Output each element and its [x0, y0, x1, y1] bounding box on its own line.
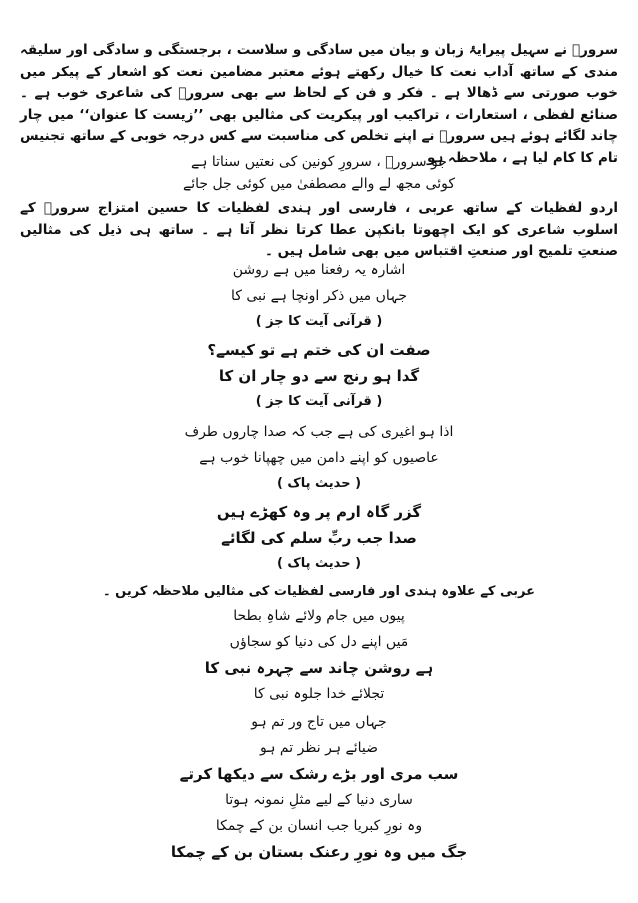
- intro-paragraph: سرورؔ نے سہیل پیرایۂ زبان و بیان میں سادگی و سلاست ، برجستگی و سادگی اور سلیقہ مندی کے ساتھ آداب نعت کا خیال رکھتے ہوئے معتبر مضامین نعت کو اشعار کے پیکر میں خوب صورتی سے ڈھالا ہے ۔ فکر و فن کے لحاظ سے بھی سرورؔ کی شاعری خوب ہے ۔ صنائع لفظی ، استعارات ، تراکیب اور پیکریت کی مثالیں بھی ’’زیست کا عنوان‘‘ میں چار چاند لگائے ہوئے ہیں سرورؔ نے اپنے تخلص کی مناسبت سے کس درجہ خوبی کے ساتھ تجنیس تام کا کام لیا ہے ، ملاحظہ ہو: [20, 42, 618, 166]
- verse-line: سب مری اور بڑے رشک سے دیکھا کرتے: [179, 765, 459, 783]
- reference-hadith-1: ( حدیث پاک ): [276, 476, 362, 491]
- verse-line: وہ نورِ کبریا جب انسان بن کے چمکا: [215, 818, 423, 834]
- transition-line: عربی کے علاوہ ہندی اور فارسی لفظیات کی مثالیں ملاحظہ کریں ۔: [103, 584, 535, 599]
- couplet-3-line-1: صفت ان کی ختم ہے تو کیسے؟: [207, 341, 431, 359]
- verse-line: جہاں میں تاج ور تم ہو: [251, 714, 387, 730]
- verse-line: مَیں اپنے دل کی دنیا کو سجاؤں: [229, 634, 409, 650]
- verse-line: تجلائے خدا جلوہ نبی کا: [253, 686, 385, 702]
- couplet-5-line-1: گزر گاہ ارم پر وہ کھڑے ہیں: [216, 503, 422, 521]
- verse-line: پیوں میں جام ولائے شاہِ بطحا: [233, 608, 405, 624]
- couplet-1-line-2: کوئی مجھ لے والے مصطفیٰ میں کوئی جل جائے: [182, 176, 456, 192]
- couplet-4-line-1: اذا ہو اغیری کی ہے جب کہ صدا چاروں طرف: [184, 424, 454, 440]
- couplet-1-line-1: جو سرورؔ ، سرورِ کونین کی نعتیں سناتا ہے: [191, 154, 447, 170]
- couplet-3-line-2: گدا ہو رنج سے دو چار ان کا: [218, 367, 420, 385]
- reference-hadith-2: ( حدیث پاک ): [276, 556, 362, 571]
- couplet-2-line-1: اشارہ یہ رفعنا میں ہے روشن: [232, 262, 406, 278]
- verse-line: جگ میں وہ نورِ رعنک بستان بن کے چمکا: [170, 843, 468, 861]
- second-paragraph: اردو لفظیات کے ساتھ عربی ، فارسی اور ہندی لفظیات کا حسین امتزاج سرورؔ کے اسلوب شاعری کو ایک اچھوتا بانکپن عطا کرتا نظر آتا ہے ۔ ساتھ ہی ذیل کی مثالیں صنعتِ تلمیح اور صنعتِ اقتباس میں بھی شامل ہیں ۔: [20, 200, 618, 259]
- verse-line: ضیائے ہر نظر تم ہو: [260, 740, 378, 756]
- verse-line: ہے روشن چاند سے چہرہ نبی کا: [204, 659, 434, 677]
- couplet-2-line-2: جہاں میں ذکر اونچا ہے نبی کا: [230, 288, 408, 304]
- couplet-5-line-2: صدا جب ربِّ سلم کی لگائے: [221, 529, 417, 547]
- couplet-4-line-2: عاصیوں کو اپنے دامن میں چھپانا خوب ہے: [199, 450, 439, 466]
- reference-quranic-1: ( قرآنی آیت کا جز ): [255, 314, 383, 329]
- verse-line: ساری دنیا کے لیے مثلِ نمونہ ہوتا: [225, 792, 413, 808]
- reference-quranic-2: ( قرآنی آیت کا جز ): [255, 394, 383, 409]
